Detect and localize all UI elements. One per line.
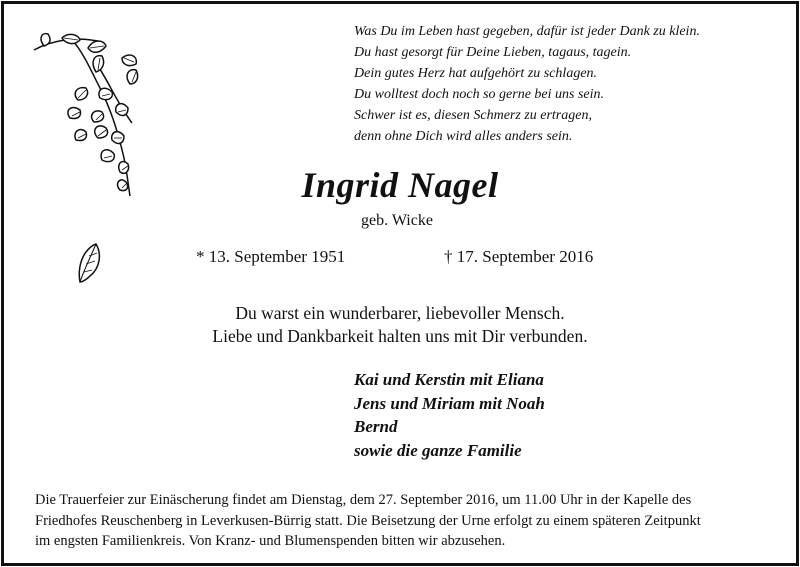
maiden-name: geb. Wicke <box>361 212 433 229</box>
info-line: im engsten Familienkreis. Von Kranz- und Blumenspenden bitten wir abzusehen. <box>35 533 506 549</box>
tribute-line: Liebe und Dankbarkeit halten uns mit Dir verbunden. <box>212 326 588 346</box>
mourners-list <box>354 368 545 462</box>
poem-line: Dein gutes Herz hat aufgehört zu schlagen. <box>354 66 598 81</box>
birth-date: * 13. September 1951 <box>196 247 346 266</box>
info-line: Friedhofes Reuschenberg in Leverkusen-Bürrig statt. Die Beisetzung der Urne erfolgt zu einem späteren Zeitpunkt <box>35 512 701 529</box>
poem-line: Du wolltest doch noch so gerne bei uns sein. <box>354 87 605 102</box>
poem-line: Schwer ist es, diesen Schmerz zu ertragen, <box>354 108 592 123</box>
mourner-entry: sowie die ganze Familie <box>354 440 522 460</box>
info-line: Die Trauerfeier zur Einäscherung findet am Dienstag, dem 27. September 2016, um 11.00 Uhr in der Kapelle des <box>35 492 692 508</box>
tribute-line: Du warst ein wunderbarer, liebevoller Mensch. <box>235 303 565 323</box>
poem-line: denn ohne Dich wird alles anders sein. <box>354 129 573 144</box>
memorial-poem <box>354 21 774 147</box>
falling-leaf-icon <box>76 242 102 284</box>
tribute-text <box>4 302 796 348</box>
poem-line: Du hast gesorgt für Deine Lieben, tagaus, tagein. <box>354 45 632 60</box>
mourner-entry: Jens und Miriam mit Noah <box>354 393 545 413</box>
poem-line: Was Du im Leben hast gegeben, dafür ist jeder Dank zu klein. <box>354 24 700 39</box>
mourner-entry: Bernd <box>354 417 398 436</box>
mourner-entry: Kai und Kerstin mit Eliana <box>354 370 544 389</box>
funeral-service-info <box>35 490 775 552</box>
obituary-notice <box>1 1 799 566</box>
deceased-name: Ingrid Nagel <box>301 165 499 205</box>
death-date: † 17. September 2016 <box>444 247 594 266</box>
